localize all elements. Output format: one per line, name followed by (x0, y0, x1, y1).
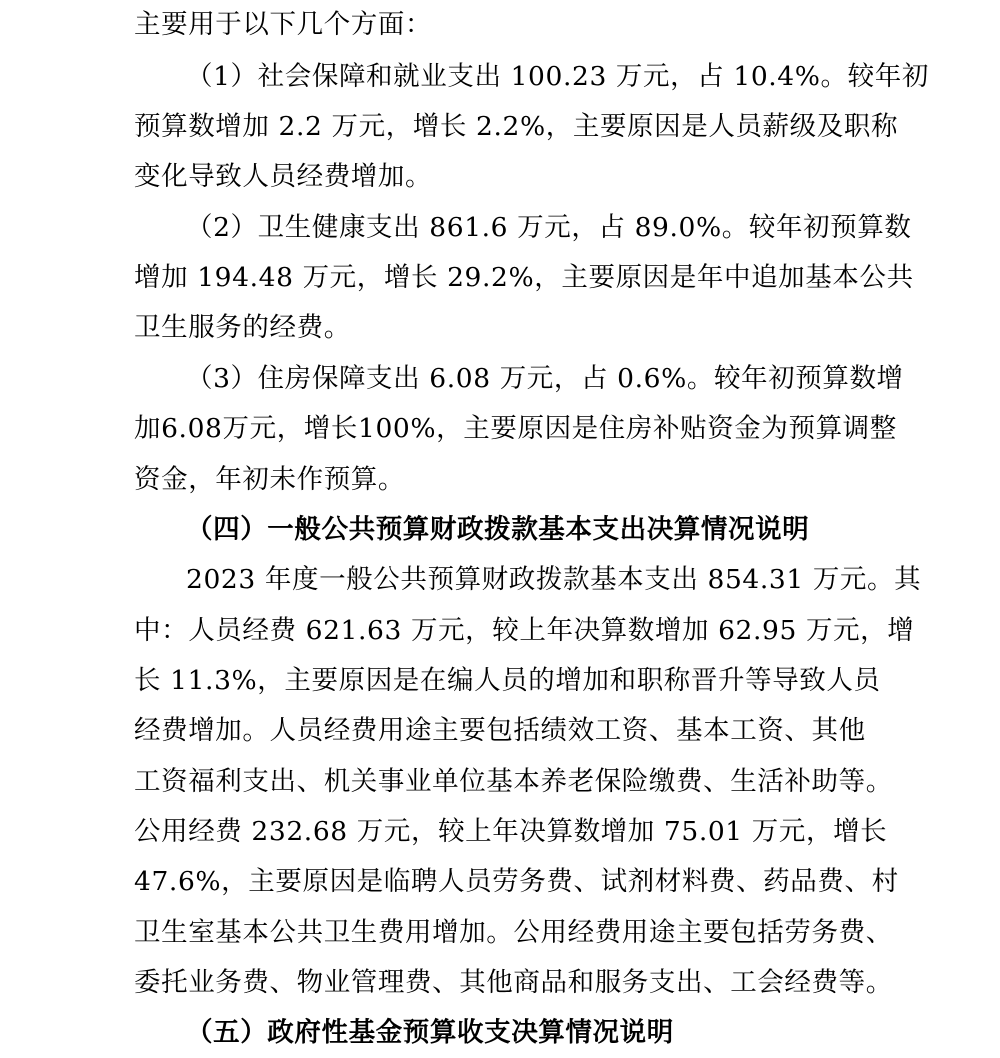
text-line: 公用经费 232.68 万元，较上年决算数增加 75.01 万元，增长 (134, 816, 888, 847)
text-line: 经费增加。人员经费用途主要包括绩效工资、基本工资、其他 (134, 715, 866, 746)
text-line: 47.6%，主要原因是临聘人员劳务费、试剂材料费、药品费、村 (134, 866, 899, 897)
text-line: 变化导致人员经费增加。 (134, 161, 433, 192)
section-heading: （四）一般公共预算财政拨款基本支出决算情况说明 (186, 514, 810, 545)
text-line: （2）卫生健康支出 861.6 万元，占 89.0%。较年初预算数 (186, 212, 912, 243)
text-line: 卫生服务的经费。 (134, 312, 351, 343)
text-line: 委托业务费、物业管理费、其他商品和服务支出、工会经费等。 (134, 967, 893, 998)
text-line: 主要用于以下几个方面： (134, 9, 433, 40)
text-line: 增加 194.48 万元，增长 29.2%，主要原因是年中追加基本公共 (134, 262, 914, 293)
text-line: 预算数增加 2.2 万元，增长 2.2%，主要原因是人员薪级及职称 (134, 111, 899, 142)
text-line: 长 11.3%，主要原因是在编人员的增加和职称晋升等导致人员 (134, 665, 881, 696)
text-line: （3）住房保障支出 6.08 万元，占 0.6%。较年初预算数增 (186, 363, 904, 394)
text-line: 资金，年初未作预算。 (134, 464, 405, 495)
text-line: 工资福利支出、机关事业单位基本养老保险缴费、生活补助等。 (134, 766, 893, 797)
section-heading: （五）政府性基金预算收支决算情况说明 (186, 1017, 674, 1048)
text-line: （1）社会保障和就业支出 100.23 万元，占 10.4%。较年初 (186, 61, 929, 92)
text-line: 加6.08万元，增长100%，主要原因是住房补贴资金为预算调整 (134, 413, 897, 444)
text-line: 2023 年度一般公共预算财政拨款基本支出 854.31 万元。其 (186, 564, 922, 595)
text-line: 中：人员经费 621.63 万元，较上年决算数增加 62.95 万元，增 (134, 615, 915, 646)
text-line: 卫生室基本公共卫生费用增加。公用经费用途主要包括劳务费、 (134, 917, 893, 948)
